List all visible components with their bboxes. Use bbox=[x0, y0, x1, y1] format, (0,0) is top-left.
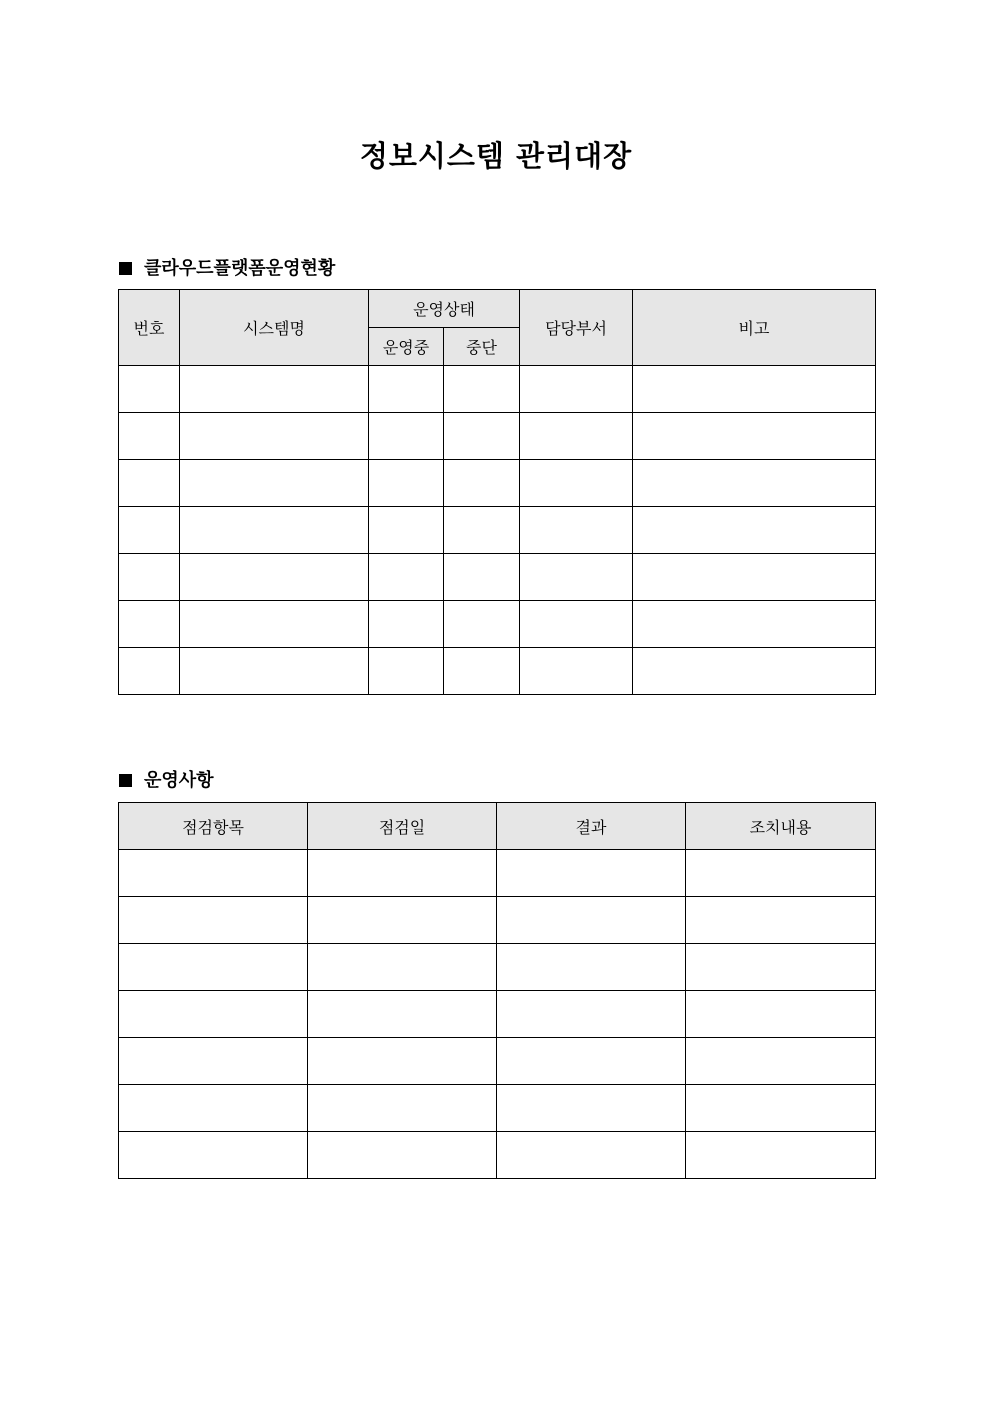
table-cell[interactable] bbox=[520, 554, 633, 601]
table-row bbox=[119, 366, 876, 413]
header-status: 운영상태 bbox=[369, 290, 520, 328]
table-cell[interactable] bbox=[444, 507, 520, 554]
table-cell[interactable] bbox=[520, 460, 633, 507]
table-cell[interactable] bbox=[119, 413, 180, 460]
table-row bbox=[119, 944, 876, 991]
table-cell[interactable] bbox=[497, 850, 686, 897]
table-cell[interactable] bbox=[686, 897, 876, 944]
table-cell[interactable] bbox=[444, 554, 520, 601]
table-cell[interactable] bbox=[119, 897, 308, 944]
table-cell[interactable] bbox=[497, 991, 686, 1038]
header-department: 담당부서 bbox=[520, 290, 633, 366]
table-cell[interactable] bbox=[119, 1038, 308, 1085]
header-result: 결과 bbox=[497, 803, 686, 850]
table-cell[interactable] bbox=[633, 413, 876, 460]
table-row bbox=[119, 850, 876, 897]
table-cell[interactable] bbox=[180, 648, 369, 695]
table-cell[interactable] bbox=[119, 1085, 308, 1132]
table-row bbox=[119, 1085, 876, 1132]
table-cell[interactable] bbox=[497, 1085, 686, 1132]
table-cell[interactable] bbox=[633, 648, 876, 695]
table-cell[interactable] bbox=[119, 1132, 308, 1179]
header-number: 번호 bbox=[119, 290, 180, 366]
table-cell[interactable] bbox=[180, 507, 369, 554]
table-cell[interactable] bbox=[308, 1132, 497, 1179]
square-bullet-icon bbox=[119, 774, 132, 787]
table-cell[interactable] bbox=[308, 991, 497, 1038]
table-cell[interactable] bbox=[686, 944, 876, 991]
table-row bbox=[119, 1038, 876, 1085]
table-cell[interactable] bbox=[497, 897, 686, 944]
table-cell[interactable] bbox=[119, 601, 180, 648]
table-cell[interactable] bbox=[633, 507, 876, 554]
table-cell[interactable] bbox=[686, 1038, 876, 1085]
header-check-date: 점검일 bbox=[308, 803, 497, 850]
table-row bbox=[119, 554, 876, 601]
table-cell[interactable] bbox=[119, 366, 180, 413]
table-row bbox=[119, 460, 876, 507]
operations-table bbox=[118, 802, 876, 1179]
header-running: 운영중 bbox=[369, 328, 444, 366]
table-cell[interactable] bbox=[119, 850, 308, 897]
table-cell[interactable] bbox=[308, 944, 497, 991]
table-cell[interactable] bbox=[180, 366, 369, 413]
table-cell[interactable] bbox=[686, 1085, 876, 1132]
table-cell[interactable] bbox=[308, 897, 497, 944]
table-cell[interactable] bbox=[119, 507, 180, 554]
table-cell[interactable] bbox=[444, 460, 520, 507]
table-cell[interactable] bbox=[633, 554, 876, 601]
table-cell[interactable] bbox=[444, 648, 520, 695]
table-cell[interactable] bbox=[520, 648, 633, 695]
header-system-name: 시스템명 bbox=[180, 290, 369, 366]
table-cell[interactable] bbox=[180, 554, 369, 601]
table-cell[interactable] bbox=[520, 366, 633, 413]
table-cell[interactable] bbox=[497, 1132, 686, 1179]
table-cell[interactable] bbox=[444, 413, 520, 460]
table-cell[interactable] bbox=[686, 1132, 876, 1179]
table-row bbox=[119, 413, 876, 460]
table-cell[interactable] bbox=[180, 413, 369, 460]
table-cell[interactable] bbox=[180, 460, 369, 507]
table-row bbox=[119, 648, 876, 695]
table-cell[interactable] bbox=[369, 413, 444, 460]
table-row bbox=[119, 1132, 876, 1179]
table-cell[interactable] bbox=[520, 413, 633, 460]
table-cell[interactable] bbox=[369, 554, 444, 601]
table-cell[interactable] bbox=[633, 460, 876, 507]
table-cell[interactable] bbox=[497, 1038, 686, 1085]
table-cell[interactable] bbox=[369, 601, 444, 648]
table-cell[interactable] bbox=[686, 850, 876, 897]
table-cell[interactable] bbox=[308, 1038, 497, 1085]
table-cell[interactable] bbox=[119, 944, 308, 991]
table-cell[interactable] bbox=[369, 460, 444, 507]
square-bullet-icon bbox=[119, 262, 132, 275]
section-cloud-label: 클라우드플랫폼운영현황 bbox=[144, 258, 336, 279]
section-operations-heading bbox=[119, 766, 214, 792]
table-cell[interactable] bbox=[119, 648, 180, 695]
header-check-item: 점검항목 bbox=[119, 803, 308, 850]
table-cell[interactable] bbox=[686, 991, 876, 1038]
table-row bbox=[119, 507, 876, 554]
table-row bbox=[119, 601, 876, 648]
table-cell[interactable] bbox=[119, 460, 180, 507]
table-cell[interactable] bbox=[633, 601, 876, 648]
table-cell[interactable] bbox=[444, 601, 520, 648]
table-cell[interactable] bbox=[520, 601, 633, 648]
table-cell[interactable] bbox=[119, 554, 180, 601]
table-cell[interactable] bbox=[633, 366, 876, 413]
table-cell[interactable] bbox=[119, 991, 308, 1038]
header-action: 조치내용 bbox=[686, 803, 876, 850]
header-remarks: 비고 bbox=[633, 290, 876, 366]
table-cell[interactable] bbox=[369, 366, 444, 413]
document-title: 정보시스템 관리대장 bbox=[359, 139, 633, 173]
cloud-platform-table bbox=[118, 289, 876, 695]
table-row bbox=[119, 991, 876, 1038]
table-cell[interactable] bbox=[369, 648, 444, 695]
table-cell[interactable] bbox=[180, 601, 369, 648]
header-stopped: 중단 bbox=[444, 328, 520, 366]
table-cell[interactable] bbox=[308, 1085, 497, 1132]
table-cell[interactable] bbox=[497, 944, 686, 991]
table-cell[interactable] bbox=[369, 507, 444, 554]
section-cloud-heading bbox=[119, 254, 335, 280]
section-operations-label: 운영사항 bbox=[144, 770, 214, 791]
table-row bbox=[119, 897, 876, 944]
table-cell[interactable] bbox=[444, 366, 520, 413]
table-cell[interactable] bbox=[520, 507, 633, 554]
table-cell[interactable] bbox=[308, 850, 497, 897]
